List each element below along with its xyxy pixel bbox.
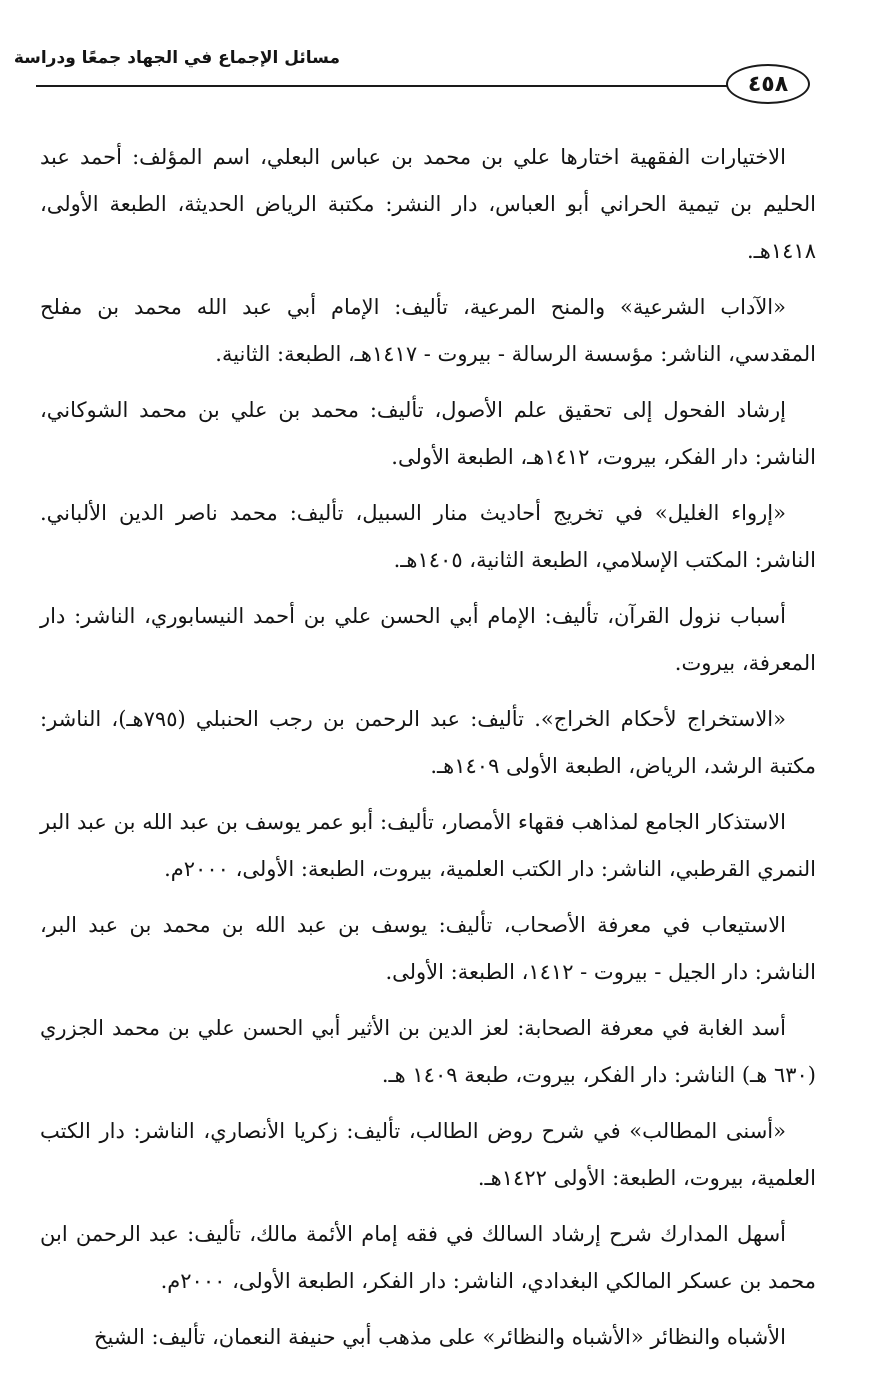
bibliography-entry: أسهل المدارك شرح إرشاد السالك في فقه إمام الأئمة مالك، تأليف: عبد الرحمن ابن محمد بن عسكر المالكي البغدادي، الناشر: دار الفكر، الطبعة الأولى، ٢٠٠٠م.: [40, 1222, 816, 1293]
bibliography-entry: الاختيارات الفقهية اختارها علي بن محمد بن عباس البعلي، اسم المؤلف: أحمد عبد الحليم بن تيمية الحراني أبو العباس، دار النشر: مكتبة الرياض الحديثة، الطبعة الأولى، ١٤١٨هـ.: [40, 145, 816, 263]
page-header: [0, 0, 880, 110]
bibliography-entry: «أسنى المطالب» في شرح روض الطالب، تأليف: زكريا الأنصاري، الناشر: دار الكتب العلمية، بيروت، الطبعة: الأولى ١٤٢٢هـ.: [40, 1119, 816, 1190]
bibliography-entry: الاستيعاب في معرفة الأصحاب، تأليف: يوسف بن عبد الله بن محمد بن عبد البر، الناشر: دار الجيل - بيروت - ١٤١٢، الطبعة: الأولى.: [40, 913, 816, 984]
bibliography-entry: أسباب نزول القرآن، تأليف: الإمام أبي الحسن علي بن أحمد النيسابوري، الناشر: دار المعرفة، بيروت.: [40, 604, 816, 675]
bibliography-entry: الاستذكار الجامع لمذاهب فقهاء الأمصار، تأليف: أبو عمر يوسف بن عبد الله بن عبد البر النمري القرطبي، الناشر: دار الكتب العلمية، بيروت، الطبعة: الأولى، ٢٠٠٠م.: [40, 810, 816, 881]
bibliography-entry: «الاستخراج لأحكام الخراج». تأليف: عبد الرحمن بن رجب الحنبلي (٧٩٥هـ)، الناشر: مكتبة الرشد، الرياض، الطبعة الأولى ١٤٠٩هـ.: [40, 707, 816, 778]
bibliography-list: [40, 134, 816, 1361]
bibliography-entry: «الآداب الشرعية» والمنح المرعية، تأليف: الإمام أبي عبد الله محمد بن مفلح المقدسي، الناشر: مؤسسة الرسالة - بيروت - ١٤١٧هـ، الطبعة: الثانية.: [40, 295, 816, 366]
bibliography-entry: أسد الغابة في معرفة الصحابة: لعز الدين بن الأثير أبي الحسن علي بن محمد الجزري (٦٣٠ هـ) الناشر: دار الفكر، بيروت، طبعة ١٤٠٩ هـ.: [40, 1016, 816, 1087]
bibliography-entry: إرشاد الفحول إلى تحقيق علم الأصول، تأليف: محمد بن علي بن محمد الشوكاني، الناشر: دار الفكر، بيروت، ١٤١٢هـ، الطبعة الأولى.: [40, 398, 816, 469]
page-number: ٤٥٨: [726, 64, 810, 104]
running-title: مسائل الإجماع في الجهاد جمعًا ودراسة: [13, 48, 340, 68]
bibliography-entry: «إرواء الغليل» في تخريج أحاديث منار السبيل، تأليف: محمد ناصر الدين الألباني. الناشر: المكتب الإسلامي، الطبعة الثانية، ١٤٠٥هـ.: [40, 501, 816, 572]
header-rule: [36, 85, 736, 87]
bibliography-entry: الأشباه والنظائر «الأشباه والنظائر» على مذهب أبي حنيفة النعمان، تأليف: الشيخ: [93, 1325, 786, 1349]
